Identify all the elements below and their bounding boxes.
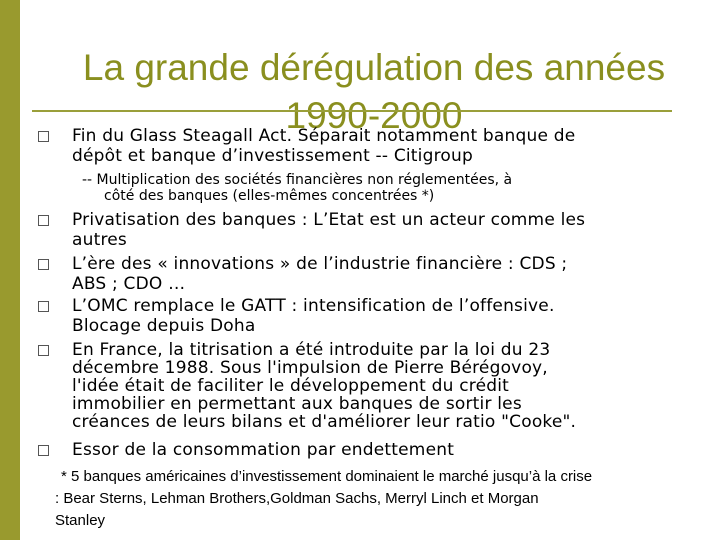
- square-bullet-icon: [38, 445, 49, 456]
- title-underline: [32, 110, 672, 112]
- bullet-line: L’ère des « innovations » de l’industrie financière : CDS ;: [72, 254, 568, 274]
- square-bullet-icon: [38, 215, 49, 226]
- bullet-line: Essor de la consommation par endettement: [72, 440, 455, 460]
- square-bullet-icon: [38, 259, 49, 270]
- sidebar-accent-bar: [0, 0, 20, 540]
- footnote: [55, 466, 705, 532]
- square-bullet-icon: [38, 131, 49, 142]
- footnote-line: : Bear Sterns, Lehman Brothers,Goldman Sachs, Merryl Linch et Morgan: [55, 490, 539, 507]
- square-bullet-icon: [38, 345, 49, 356]
- square-bullet-icon: [38, 301, 49, 312]
- sub-item-line: -- Multiplication des sociétés financières non réglementées, à: [82, 172, 513, 188]
- bullet-line: autres: [72, 230, 127, 250]
- bullet-line: ABS ; CDO …: [72, 274, 186, 294]
- footnote-line: * 5 banques américaines d’investissement dominaient le marché jusqu’à la crise: [61, 468, 593, 485]
- sub-item-multiplication: [82, 172, 682, 204]
- bullet-line: Fin du Glass Steagall Act. Séparait notamment banque de: [72, 126, 576, 146]
- bullet-line: Privatisation des banques : L’Etat est un acteur comme les: [72, 210, 586, 230]
- bullet-line: décembre 1988. Sous l'impulsion de Pierre Bérégovoy,: [72, 358, 548, 378]
- footnote-line: Stanley: [55, 512, 106, 529]
- sub-item-line: côté des banques (elles-mêmes concentrées *): [104, 188, 435, 204]
- bullet-line: L’OMC remplace le GATT : intensification de l’offensive.: [72, 296, 555, 316]
- bullet-line: dépôt et banque d’investissement -- Citigroup: [72, 146, 473, 166]
- bullet-line: En France, la titrisation a été introduite par la loi du 23: [72, 340, 551, 360]
- bullet-line: l'idée était de faciliter le développement du crédit: [72, 376, 510, 396]
- bullet-line: Blocage depuis Doha: [72, 316, 256, 336]
- bullet-line: immobilier en permettant aux banques de sortir les: [72, 394, 522, 414]
- slide-title: La grande dérégulation des années 1990-2000: [82, 47, 666, 136]
- bullet-line: créances de leurs bilans et d'améliorer leur ratio "Cooke".: [72, 412, 577, 432]
